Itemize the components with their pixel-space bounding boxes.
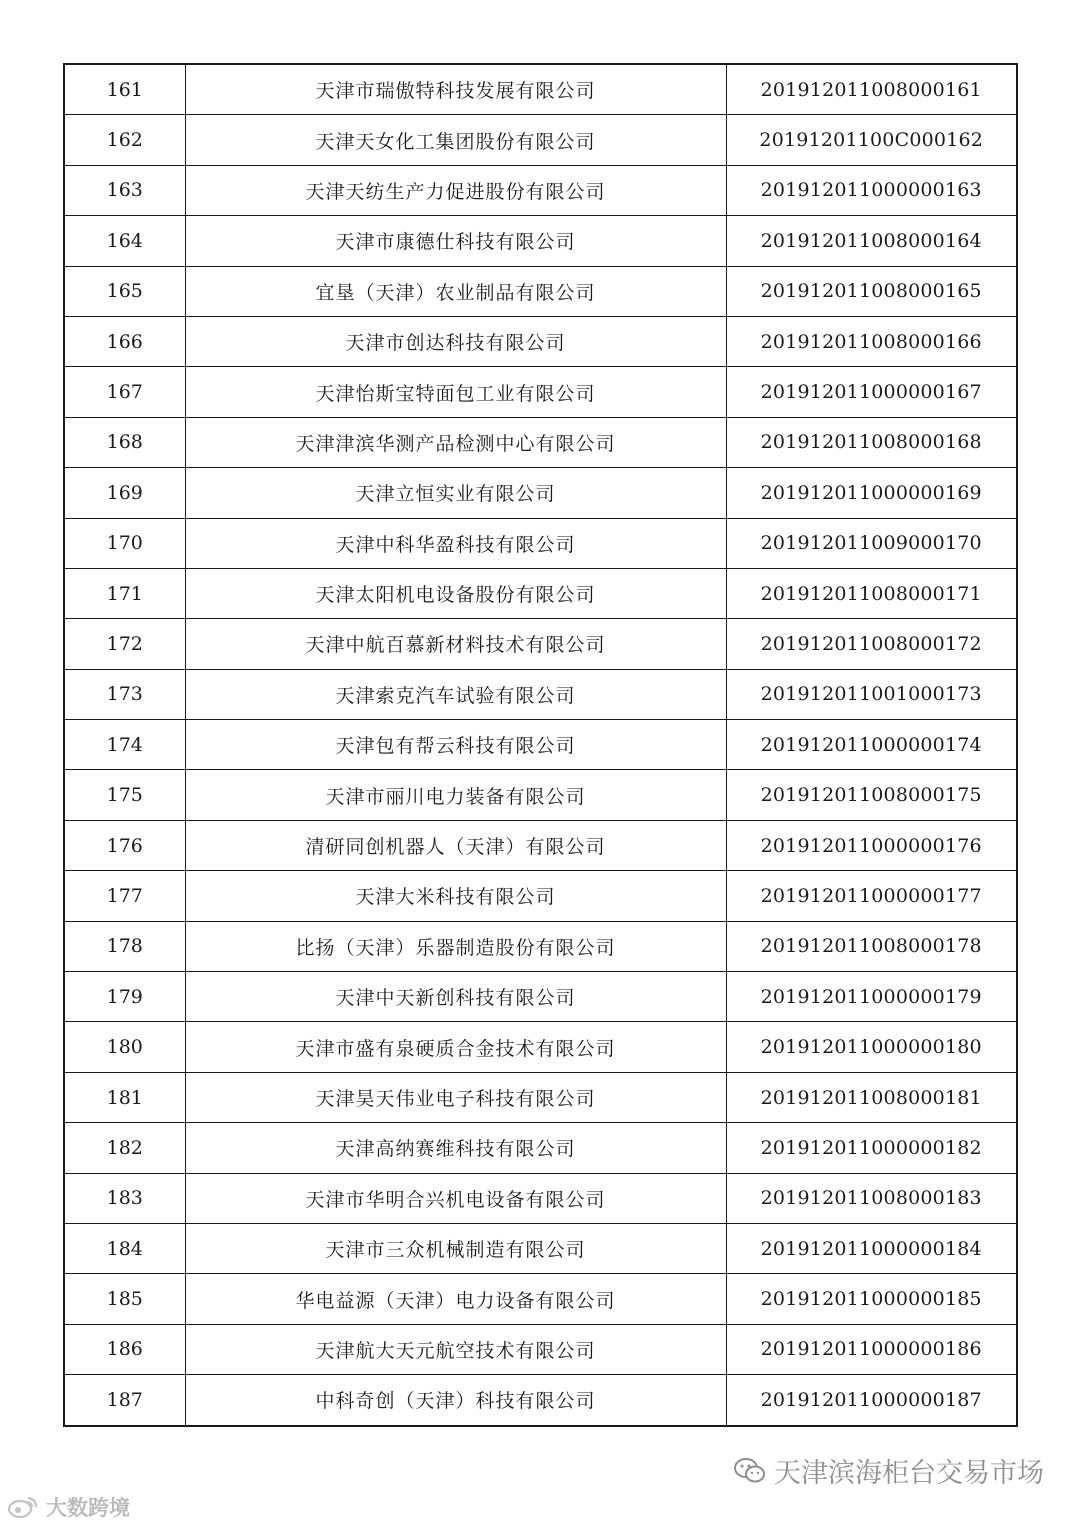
row-number: 162 <box>64 115 185 165</box>
row-number: 182 <box>64 1123 185 1173</box>
table-row <box>64 1173 1017 1223</box>
company-name: 天津市创达科技有限公司 <box>185 316 726 366</box>
registration-code: 201912011001000173 <box>726 669 1017 719</box>
row-number: 181 <box>64 1072 185 1122</box>
registration-code: 201912011008000161 <box>726 64 1017 115</box>
table-row <box>64 1274 1017 1324</box>
table-row <box>64 770 1017 820</box>
table-body <box>64 64 1017 1426</box>
table-row <box>64 417 1017 467</box>
table-row <box>64 316 1017 366</box>
registration-code: 201912011008000166 <box>726 316 1017 366</box>
table-row <box>64 367 1017 417</box>
registration-code: 201912011000000167 <box>726 367 1017 417</box>
weibo-like-logo-icon <box>6 1495 40 1519</box>
table-row <box>64 1375 1017 1426</box>
row-number: 172 <box>64 619 185 669</box>
table-row <box>64 518 1017 568</box>
source-watermark-text: 大数跨境 <box>46 1496 130 1520</box>
table-row <box>64 1324 1017 1374</box>
table-row <box>64 64 1017 115</box>
registration-code: 201912011000000163 <box>726 165 1017 215</box>
company-name: 天津天女化工集团股份有限公司 <box>185 115 726 165</box>
registration-code: 201912011000000187 <box>726 1375 1017 1426</box>
company-name: 天津大米科技有限公司 <box>185 871 726 921</box>
registration-code: 201912011000000182 <box>726 1123 1017 1173</box>
company-name: 天津昊天伟业电子科技有限公司 <box>185 1072 726 1122</box>
table-row <box>64 921 1017 971</box>
company-name: 天津市瑞傲特科技发展有限公司 <box>185 64 726 115</box>
wechat-account-name: 天津滨海柜台交易市场 <box>774 1458 1044 1489</box>
registration-code: 201912011000000184 <box>726 1223 1017 1273</box>
row-number: 184 <box>64 1223 185 1273</box>
row-number: 179 <box>64 972 185 1022</box>
row-number: 186 <box>64 1324 185 1374</box>
company-name: 比扬（天津）乐器制造股份有限公司 <box>185 921 726 971</box>
registration-code: 201912011009000170 <box>726 518 1017 568</box>
row-number: 173 <box>64 669 185 719</box>
company-name: 天津包有帮云科技有限公司 <box>185 720 726 770</box>
table-row <box>64 720 1017 770</box>
registration-code: 201912011000000185 <box>726 1274 1017 1324</box>
company-name: 天津太阳机电设备股份有限公司 <box>185 568 726 618</box>
row-number: 177 <box>64 871 185 921</box>
table-row <box>64 669 1017 719</box>
source-watermark <box>6 1492 130 1522</box>
company-name: 天津市康德仕科技有限公司 <box>185 216 726 266</box>
registration-code: 20191201100C000162 <box>726 115 1017 165</box>
table-row <box>64 972 1017 1022</box>
table-row <box>64 619 1017 669</box>
row-number: 169 <box>64 468 185 518</box>
registration-code: 201912011008000178 <box>726 921 1017 971</box>
registration-code: 201912011000000177 <box>726 871 1017 921</box>
registration-code: 201912011008000172 <box>726 619 1017 669</box>
row-number: 168 <box>64 417 185 467</box>
table-row <box>64 1223 1017 1273</box>
company-name: 天津中航百慕新材料技术有限公司 <box>185 619 726 669</box>
row-number: 167 <box>64 367 185 417</box>
table-row <box>64 568 1017 618</box>
company-name: 天津中天新创科技有限公司 <box>185 972 726 1022</box>
company-name: 中科奇创（天津）科技有限公司 <box>185 1375 726 1426</box>
row-number: 185 <box>64 1274 185 1324</box>
company-name: 天津市盛有泉硬质合金技术有限公司 <box>185 1022 726 1072</box>
table-row <box>64 820 1017 870</box>
registration-code: 201912011000000176 <box>726 820 1017 870</box>
registration-code: 201912011008000175 <box>726 770 1017 820</box>
row-number: 161 <box>64 64 185 115</box>
company-name: 宜垦（天津）农业制品有限公司 <box>185 266 726 316</box>
registration-code: 201912011000000186 <box>726 1324 1017 1374</box>
company-name: 天津津滨华测产品检测中心有限公司 <box>185 417 726 467</box>
company-name: 天津市三众机械制造有限公司 <box>185 1223 726 1273</box>
company-name: 天津市华明合兴机电设备有限公司 <box>185 1173 726 1223</box>
table-row <box>64 1072 1017 1122</box>
table-row <box>64 266 1017 316</box>
row-number: 164 <box>64 216 185 266</box>
table-row <box>64 115 1017 165</box>
company-name: 天津立恒实业有限公司 <box>185 468 726 518</box>
wechat-icon <box>734 1457 766 1485</box>
company-name: 天津索克汽车试验有限公司 <box>185 669 726 719</box>
company-name: 天津中科华盈科技有限公司 <box>185 518 726 568</box>
row-number: 183 <box>64 1173 185 1223</box>
table-row <box>64 165 1017 215</box>
wechat-account-watermark <box>734 1451 1044 1490</box>
registration-code: 201912011000000169 <box>726 468 1017 518</box>
row-number: 187 <box>64 1375 185 1426</box>
registration-code: 201912011008000165 <box>726 266 1017 316</box>
row-number: 171 <box>64 568 185 618</box>
company-name: 天津市丽川电力装备有限公司 <box>185 770 726 820</box>
company-name: 华电益源（天津）电力设备有限公司 <box>185 1274 726 1324</box>
company-name: 天津天纺生产力促进股份有限公司 <box>185 165 726 215</box>
company-name: 天津怡斯宝特面包工业有限公司 <box>185 367 726 417</box>
table-row <box>64 216 1017 266</box>
table-row <box>64 1022 1017 1072</box>
registration-code: 201912011008000171 <box>726 568 1017 618</box>
table-row <box>64 1123 1017 1173</box>
registration-code: 201912011000000174 <box>726 720 1017 770</box>
company-list-table <box>63 63 1018 1427</box>
registration-code: 201912011008000183 <box>726 1173 1017 1223</box>
registration-code: 201912011008000164 <box>726 216 1017 266</box>
row-number: 178 <box>64 921 185 971</box>
row-number: 163 <box>64 165 185 215</box>
row-number: 176 <box>64 820 185 870</box>
registration-code: 201912011008000181 <box>726 1072 1017 1122</box>
row-number: 180 <box>64 1022 185 1072</box>
row-number: 165 <box>64 266 185 316</box>
company-name: 天津航大天元航空技术有限公司 <box>185 1324 726 1374</box>
row-number: 166 <box>64 316 185 366</box>
row-number: 174 <box>64 720 185 770</box>
company-name: 清研同创机器人（天津）有限公司 <box>185 820 726 870</box>
table-row <box>64 468 1017 518</box>
registration-code: 201912011000000180 <box>726 1022 1017 1072</box>
registration-code: 201912011000000179 <box>726 972 1017 1022</box>
row-number: 170 <box>64 518 185 568</box>
row-number: 175 <box>64 770 185 820</box>
table-row <box>64 871 1017 921</box>
company-name: 天津高纳赛维科技有限公司 <box>185 1123 726 1173</box>
registration-code: 201912011008000168 <box>726 417 1017 467</box>
